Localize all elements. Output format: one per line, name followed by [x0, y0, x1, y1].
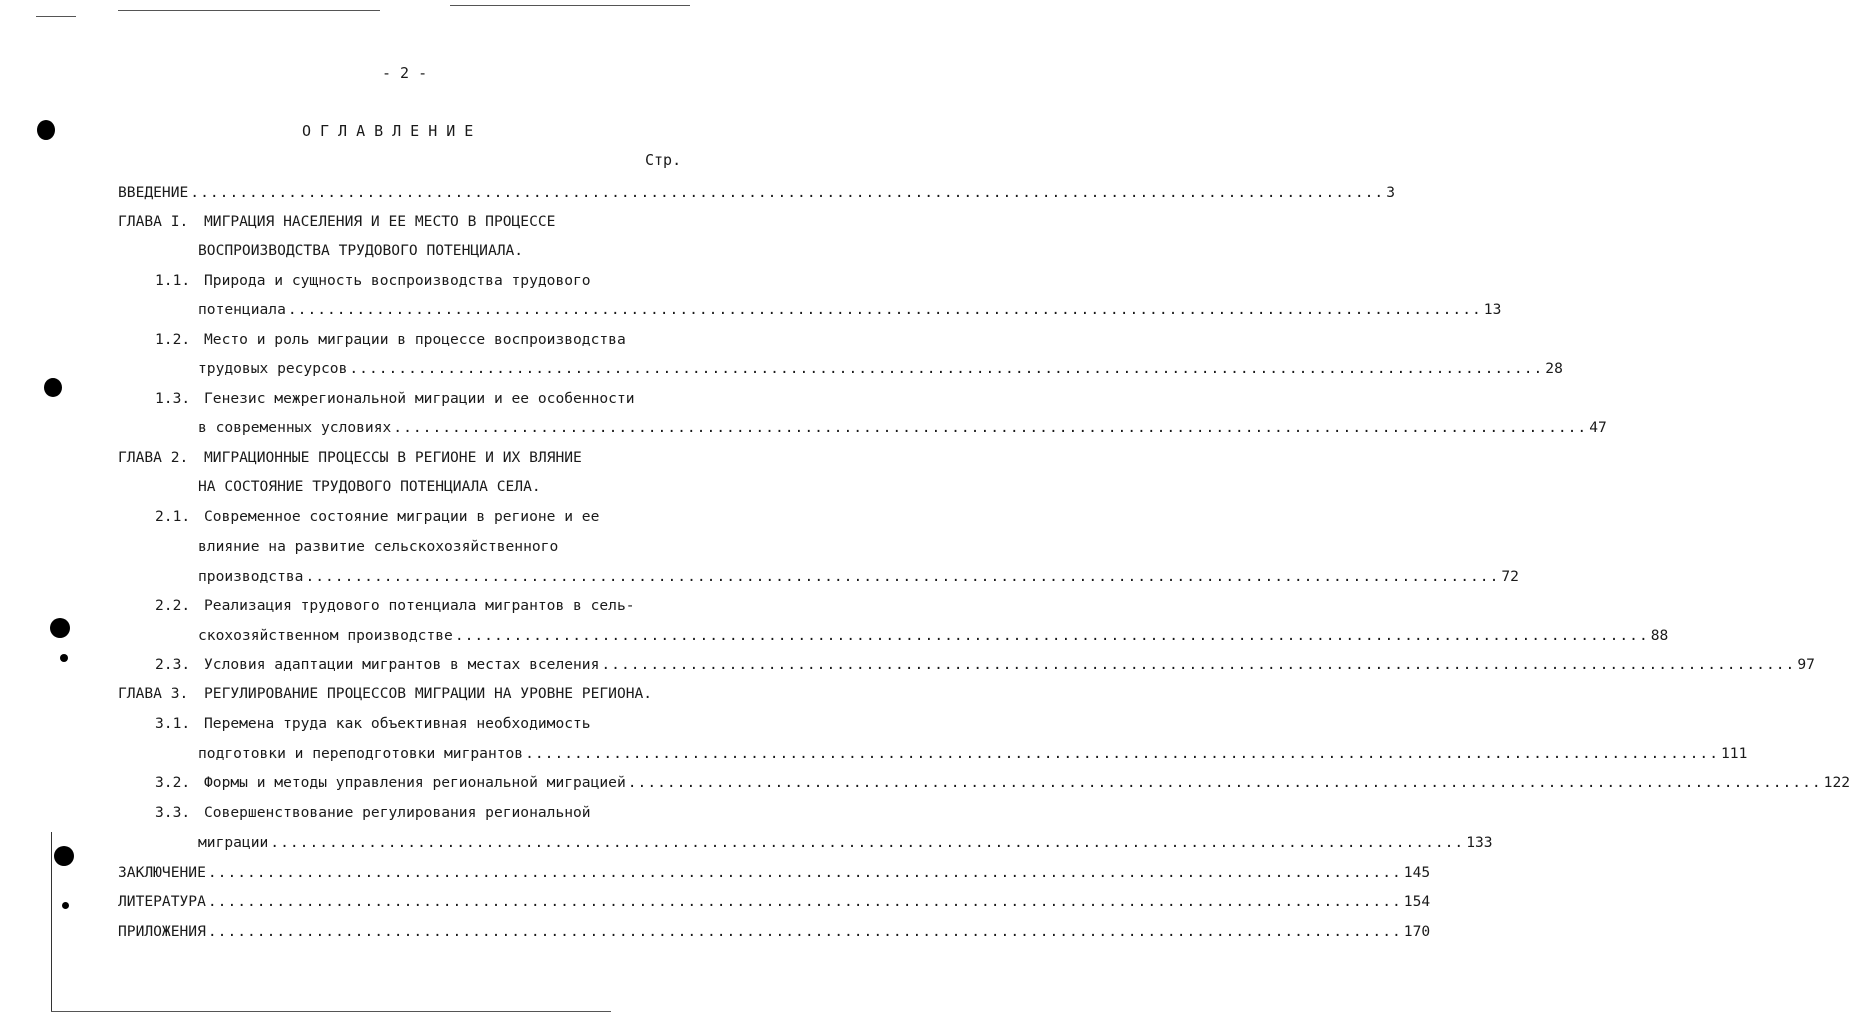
left-margin-line [51, 832, 52, 1012]
scan-line-top-middle [118, 10, 380, 11]
toc-entry-text: Место и роль миграции в процессе воспроизводства [204, 331, 626, 348]
toc-entry-text: потенциала [198, 301, 286, 318]
toc-entry [118, 183, 1396, 203]
toc-entry [198, 241, 676, 261]
toc-page-number: 72 [1501, 568, 1519, 585]
toc-entry-number: ГЛАВА 3. [118, 685, 189, 702]
toc-leader-dots: .......................................................................................................................... [207, 923, 1402, 940]
binder-hole-1 [37, 120, 55, 140]
toc-entry-text: ЛИТЕРАТУРА [118, 893, 206, 910]
toc-entry-number: 3.3. [155, 804, 191, 821]
toc-entry-text: скохозяйственном производстве [198, 627, 453, 644]
toc-entry [155, 271, 684, 291]
toc-entry-text: ЗАКЛЮЧЕНИЕ [118, 864, 206, 881]
toc-entry [155, 596, 684, 616]
toc-entry-text: миграции [198, 834, 269, 851]
toc-entry-text: Формы и методы управления региональной миграцией [204, 774, 626, 791]
toc-entry-number: 1.3. [155, 390, 191, 407]
toc-entry-number: 3.1. [155, 715, 191, 732]
toc-page-number: 97 [1797, 656, 1815, 673]
toc-entry-number: 1.1. [155, 272, 191, 289]
toc-page-number: 111 [1721, 745, 1748, 762]
toc-entry [118, 892, 1431, 912]
binder-hole-2 [44, 378, 62, 397]
toc-entry [155, 714, 684, 734]
toc-entry-text: в современных условиях [198, 419, 392, 436]
toc-entry-text: ВВЕДЕНИЕ [118, 184, 189, 201]
toc-entry-text: Условия адаптации мигрантов в местах вселения [204, 656, 600, 673]
scan-line-bottom [51, 1011, 611, 1012]
toc-entry [198, 833, 1493, 853]
toc-entry-text: производства [198, 568, 304, 585]
toc-entry-number: 2.3. [155, 656, 191, 673]
toc-page-number: 133 [1466, 834, 1493, 851]
toc-page-number: 3 [1386, 184, 1396, 201]
toc-entry-text: Реализация трудового потенциала мигрантов в сель- [204, 597, 635, 614]
toc-leader-dots: .......................................................................................................................... [393, 419, 1588, 436]
toc-entry-number: ГЛАВА I. [118, 213, 189, 230]
toc-page-number: 154 [1403, 893, 1431, 910]
toc-entry-number: 1.2. [155, 331, 191, 348]
toc-entry-text: Перемена труда как объективная необходимость [204, 715, 591, 732]
toc-page-number: 145 [1403, 864, 1431, 881]
binder-mark-6 [62, 902, 69, 909]
page-number: - 2 - [382, 64, 428, 82]
toc-leader-dots: .......................................................................................................................... [190, 184, 1385, 201]
toc-entry-text: Совершенствование регулирования региональной [204, 804, 591, 821]
toc-page-number: 47 [1589, 419, 1607, 436]
toc-entry [155, 389, 684, 409]
toc-page-number: 28 [1545, 360, 1563, 377]
toc-leader-dots: .......................................................................................................................... [207, 864, 1402, 881]
toc-entry-text: ПРИЛОЖЕНИЯ [118, 923, 206, 940]
toc-entry-text: Генезис межрегиональной миграции и ее особенности [204, 390, 635, 407]
toc-entry-text: подготовки и переподготовки мигрантов [198, 745, 524, 762]
toc-page-number: 170 [1403, 923, 1431, 940]
toc-entry [155, 803, 692, 823]
page-title: ОГЛАВЛЕНИЕ [302, 122, 483, 140]
binder-hole-5 [54, 846, 74, 866]
toc-entry-number: ГЛАВА 2. [118, 449, 189, 466]
toc-entry-text: РЕГУЛИРОВАНИЕ ПРОЦЕССОВ МИГРАЦИИ НА УРОВНЕ РЕГИОНА. [204, 685, 653, 702]
scan-line-top-right [450, 5, 690, 6]
toc-entry-text: Природа и сущность воспроизводства трудового [204, 272, 591, 289]
toc-entry [118, 863, 1431, 883]
toc-entry-text: МИГРАЦИОННЫЕ ПРОЦЕССЫ В РЕГИОНЕ И ИХ ВЛЯНИЕ [204, 449, 582, 466]
toc-leader-dots: .......................................................................................................................... [287, 301, 1482, 318]
toc-entry [118, 684, 684, 704]
toc-entry [198, 744, 1748, 764]
toc-entry-text: МИГРАЦИЯ НАСЕЛЕНИЯ И ЕЕ МЕСТО В ПРОЦЕССЕ [204, 213, 556, 230]
toc-entry [155, 507, 684, 527]
toc-entry [155, 773, 1850, 793]
toc-entry [198, 626, 1669, 646]
toc-entry [155, 330, 684, 350]
toc-leader-dots: .......................................................................................................................... [349, 360, 1544, 377]
toc-leader-dots: .......................................................................................................................... [305, 568, 1500, 585]
toc-page-number: 122 [1823, 774, 1850, 791]
toc-entry-text: Современное состояние миграции в регионе и ее [204, 508, 600, 525]
toc-leader-dots: .......................................................................................................................... [525, 745, 1720, 762]
binder-mark-4 [60, 654, 68, 662]
toc-entry-number: 2.2. [155, 597, 191, 614]
toc-entry-number: 3.2. [155, 774, 191, 791]
scan-line-top-left [36, 16, 76, 17]
toc-entry [118, 448, 684, 468]
binder-hole-3 [50, 618, 70, 638]
toc-entry-text: ВОСПРОИЗВОДСТВА ТРУДОВОГО ПОТЕНЦИАЛА. [198, 242, 524, 259]
toc-entry [198, 359, 1563, 379]
toc-entry [118, 212, 676, 232]
toc-page-number: 13 [1483, 301, 1502, 318]
toc-page-number: 88 [1650, 627, 1669, 644]
toc-entry-number: 2.1. [155, 508, 191, 525]
toc-leader-dots: .......................................................................................................................... [454, 627, 1649, 644]
toc-entry [198, 537, 684, 557]
toc-leader-dots: .......................................................................................................................... [627, 774, 1822, 791]
toc-entry-text: НА СОСТОЯНИЕ ТРУДОВОГО ПОТЕНЦИАЛА СЕЛА. [198, 478, 541, 495]
toc-entry [118, 922, 1431, 942]
toc-entry-text: влияние на развитие сельскохозяйственного [198, 538, 559, 555]
toc-leader-dots: .......................................................................................................................... [601, 656, 1796, 673]
toc-entry [198, 477, 684, 497]
toc-entry [198, 567, 1519, 587]
toc-leader-dots: .......................................................................................................................... [207, 893, 1402, 910]
page-column-label: Стр. [645, 151, 682, 169]
toc-entry [198, 300, 1502, 320]
toc-entry-text: трудовых ресурсов [198, 360, 348, 377]
toc-entry [198, 418, 1607, 438]
toc-entry [155, 655, 1815, 675]
toc-leader-dots: .......................................................................................................................... [270, 834, 1465, 851]
